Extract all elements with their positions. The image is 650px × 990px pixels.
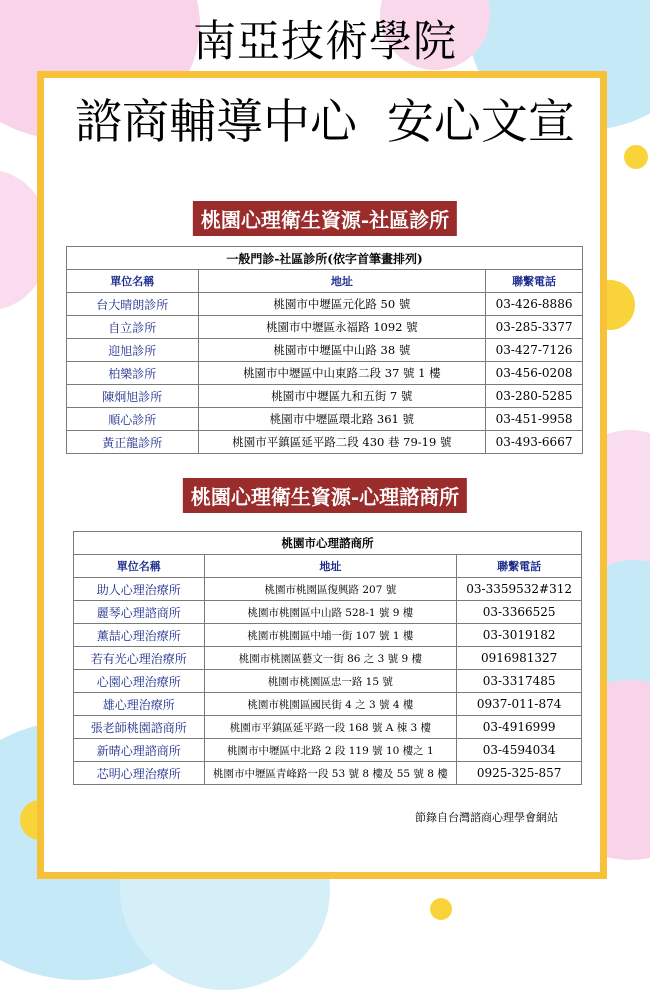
column-header-phone: 聯繫電話 (486, 270, 583, 293)
clinic-address: 桃園市中壢區環北路 361 號 (198, 408, 486, 431)
counseling-phone: 0925-325-857 (457, 762, 582, 785)
source-note: 節錄自台灣諮商心理學會網站 (415, 811, 558, 824)
clinic-address: 桃園市中壢區元化路 50 號 (198, 293, 486, 316)
table-row (74, 647, 582, 670)
clinic-phone: 03-426-8886 (486, 293, 583, 316)
table-row (74, 578, 582, 601)
counseling-address: 桃園市桃園區中山路 528-1 號 9 樓 (204, 601, 457, 624)
clinic-name: 黃正龍診所 (67, 431, 199, 454)
table-row (67, 385, 583, 408)
counseling-name: 雄心理治療所 (74, 693, 205, 716)
clinic-name: 迎旭診所 (67, 339, 199, 362)
clinic-address: 桃園市中壢區永福路 1092 號 (198, 316, 486, 339)
bg-blob-yellow-bottom (430, 898, 452, 920)
clinic-phone: 03-285-3377 (486, 316, 583, 339)
counseling-phone: 0937-011-874 (457, 693, 582, 716)
table-row (67, 431, 583, 454)
counseling-address: 桃園市桃園區復興路 207 號 (204, 578, 457, 601)
column-header-name: 單位名稱 (74, 555, 205, 578)
counseling-address: 桃園市桃園區國民街 4 之 3 號 4 樓 (204, 693, 457, 716)
table-row (74, 762, 582, 785)
counseling-phone: 03-4594034 (457, 739, 582, 762)
table-row (67, 293, 583, 316)
clinic-name: 台大晴朗診所 (67, 293, 199, 316)
counseling-phone: 0916981327 (457, 647, 582, 670)
column-header-address: 地址 (204, 555, 457, 578)
column-header-name: 單位名稱 (67, 270, 199, 293)
counseling-table-caption: 桃園市心理諮商所 (74, 532, 582, 555)
counseling-address: 桃園市平鎮區延平路一段 168 號 A 棟 3 樓 (204, 716, 457, 739)
counseling-address: 桃園市中壢區青峰路一段 53 號 8 樓及 55 號 8 樓 (204, 762, 457, 785)
section2-banner: 桃園心理衛生資源-心理諮商所 (183, 478, 467, 513)
clinic-phone: 03-451-9958 (486, 408, 583, 431)
counseling-name: 新晴心理諮商所 (74, 739, 205, 762)
counseling-name: 芯明心理治療所 (74, 762, 205, 785)
section1-banner: 桃園心理衛生資源-社區診所 (193, 201, 457, 236)
table-row (67, 408, 583, 431)
school-name: 南亞技術學院 (193, 17, 457, 67)
clinic-address: 桃園市中壢區九和五街 7 號 (198, 385, 486, 408)
clinic-phone: 03-280-5285 (486, 385, 583, 408)
clinic-phone: 03-456-0208 (486, 362, 583, 385)
counseling-phone: 03-3366525 (457, 601, 582, 624)
table-row (74, 716, 582, 739)
table-row (74, 624, 582, 647)
counseling-phone: 03-3317485 (457, 670, 582, 693)
clinic-address: 桃園市平鎮區延平路二段 430 巷 79-19 號 (198, 431, 486, 454)
table-row (74, 670, 582, 693)
counseling-address: 桃園市桃園區藝文一街 86 之 3 號 9 樓 (204, 647, 457, 670)
clinic-name: 順心診所 (67, 408, 199, 431)
counseling-name: 心園心理治療所 (74, 670, 205, 693)
table-row (74, 693, 582, 716)
clinic-table (66, 246, 583, 454)
clinic-name: 陳炯旭診所 (67, 385, 199, 408)
counseling-name: 張老師桃園諮商所 (74, 716, 205, 739)
clinic-address: 桃園市中壢區中山東路二段 37 號 1 樓 (198, 362, 486, 385)
table-row (67, 316, 583, 339)
counseling-name: 若有光心理治療所 (74, 647, 205, 670)
counseling-address: 桃園市桃園區忠一路 15 號 (204, 670, 457, 693)
table-row (74, 739, 582, 762)
clinic-address: 桃園市中壢區中山路 38 號 (198, 339, 486, 362)
counseling-name: 薰喆心理治療所 (74, 624, 205, 647)
counseling-address: 桃園市中壢區中北路 2 段 119 號 10 樓之 1 (204, 739, 457, 762)
clinic-name: 自立診所 (67, 316, 199, 339)
counseling-address: 桃園市桃園區中埔一街 107 號 1 樓 (204, 624, 457, 647)
counseling-table (73, 531, 582, 785)
counseling-name: 麗琴心理諮商所 (74, 601, 205, 624)
clinic-table-caption: 一般門診-社區診所(依字首筆畫排列) (67, 247, 583, 270)
column-header-address: 地址 (198, 270, 486, 293)
clinic-phone: 03-493-6667 (486, 431, 583, 454)
counseling-phone: 03-3359532#312 (457, 578, 582, 601)
table-row (67, 339, 583, 362)
counseling-phone: 03-4916999 (457, 716, 582, 739)
clinic-name: 柏樂診所 (67, 362, 199, 385)
center-title: 諮商輔導中心 安心文宣 (75, 95, 575, 150)
counseling-phone: 03-3019182 (457, 624, 582, 647)
column-header-phone: 聯繫電話 (457, 555, 582, 578)
table-row (67, 362, 583, 385)
counseling-name: 助人心理治療所 (74, 578, 205, 601)
table-row (74, 601, 582, 624)
clinic-phone: 03-427-7126 (486, 339, 583, 362)
